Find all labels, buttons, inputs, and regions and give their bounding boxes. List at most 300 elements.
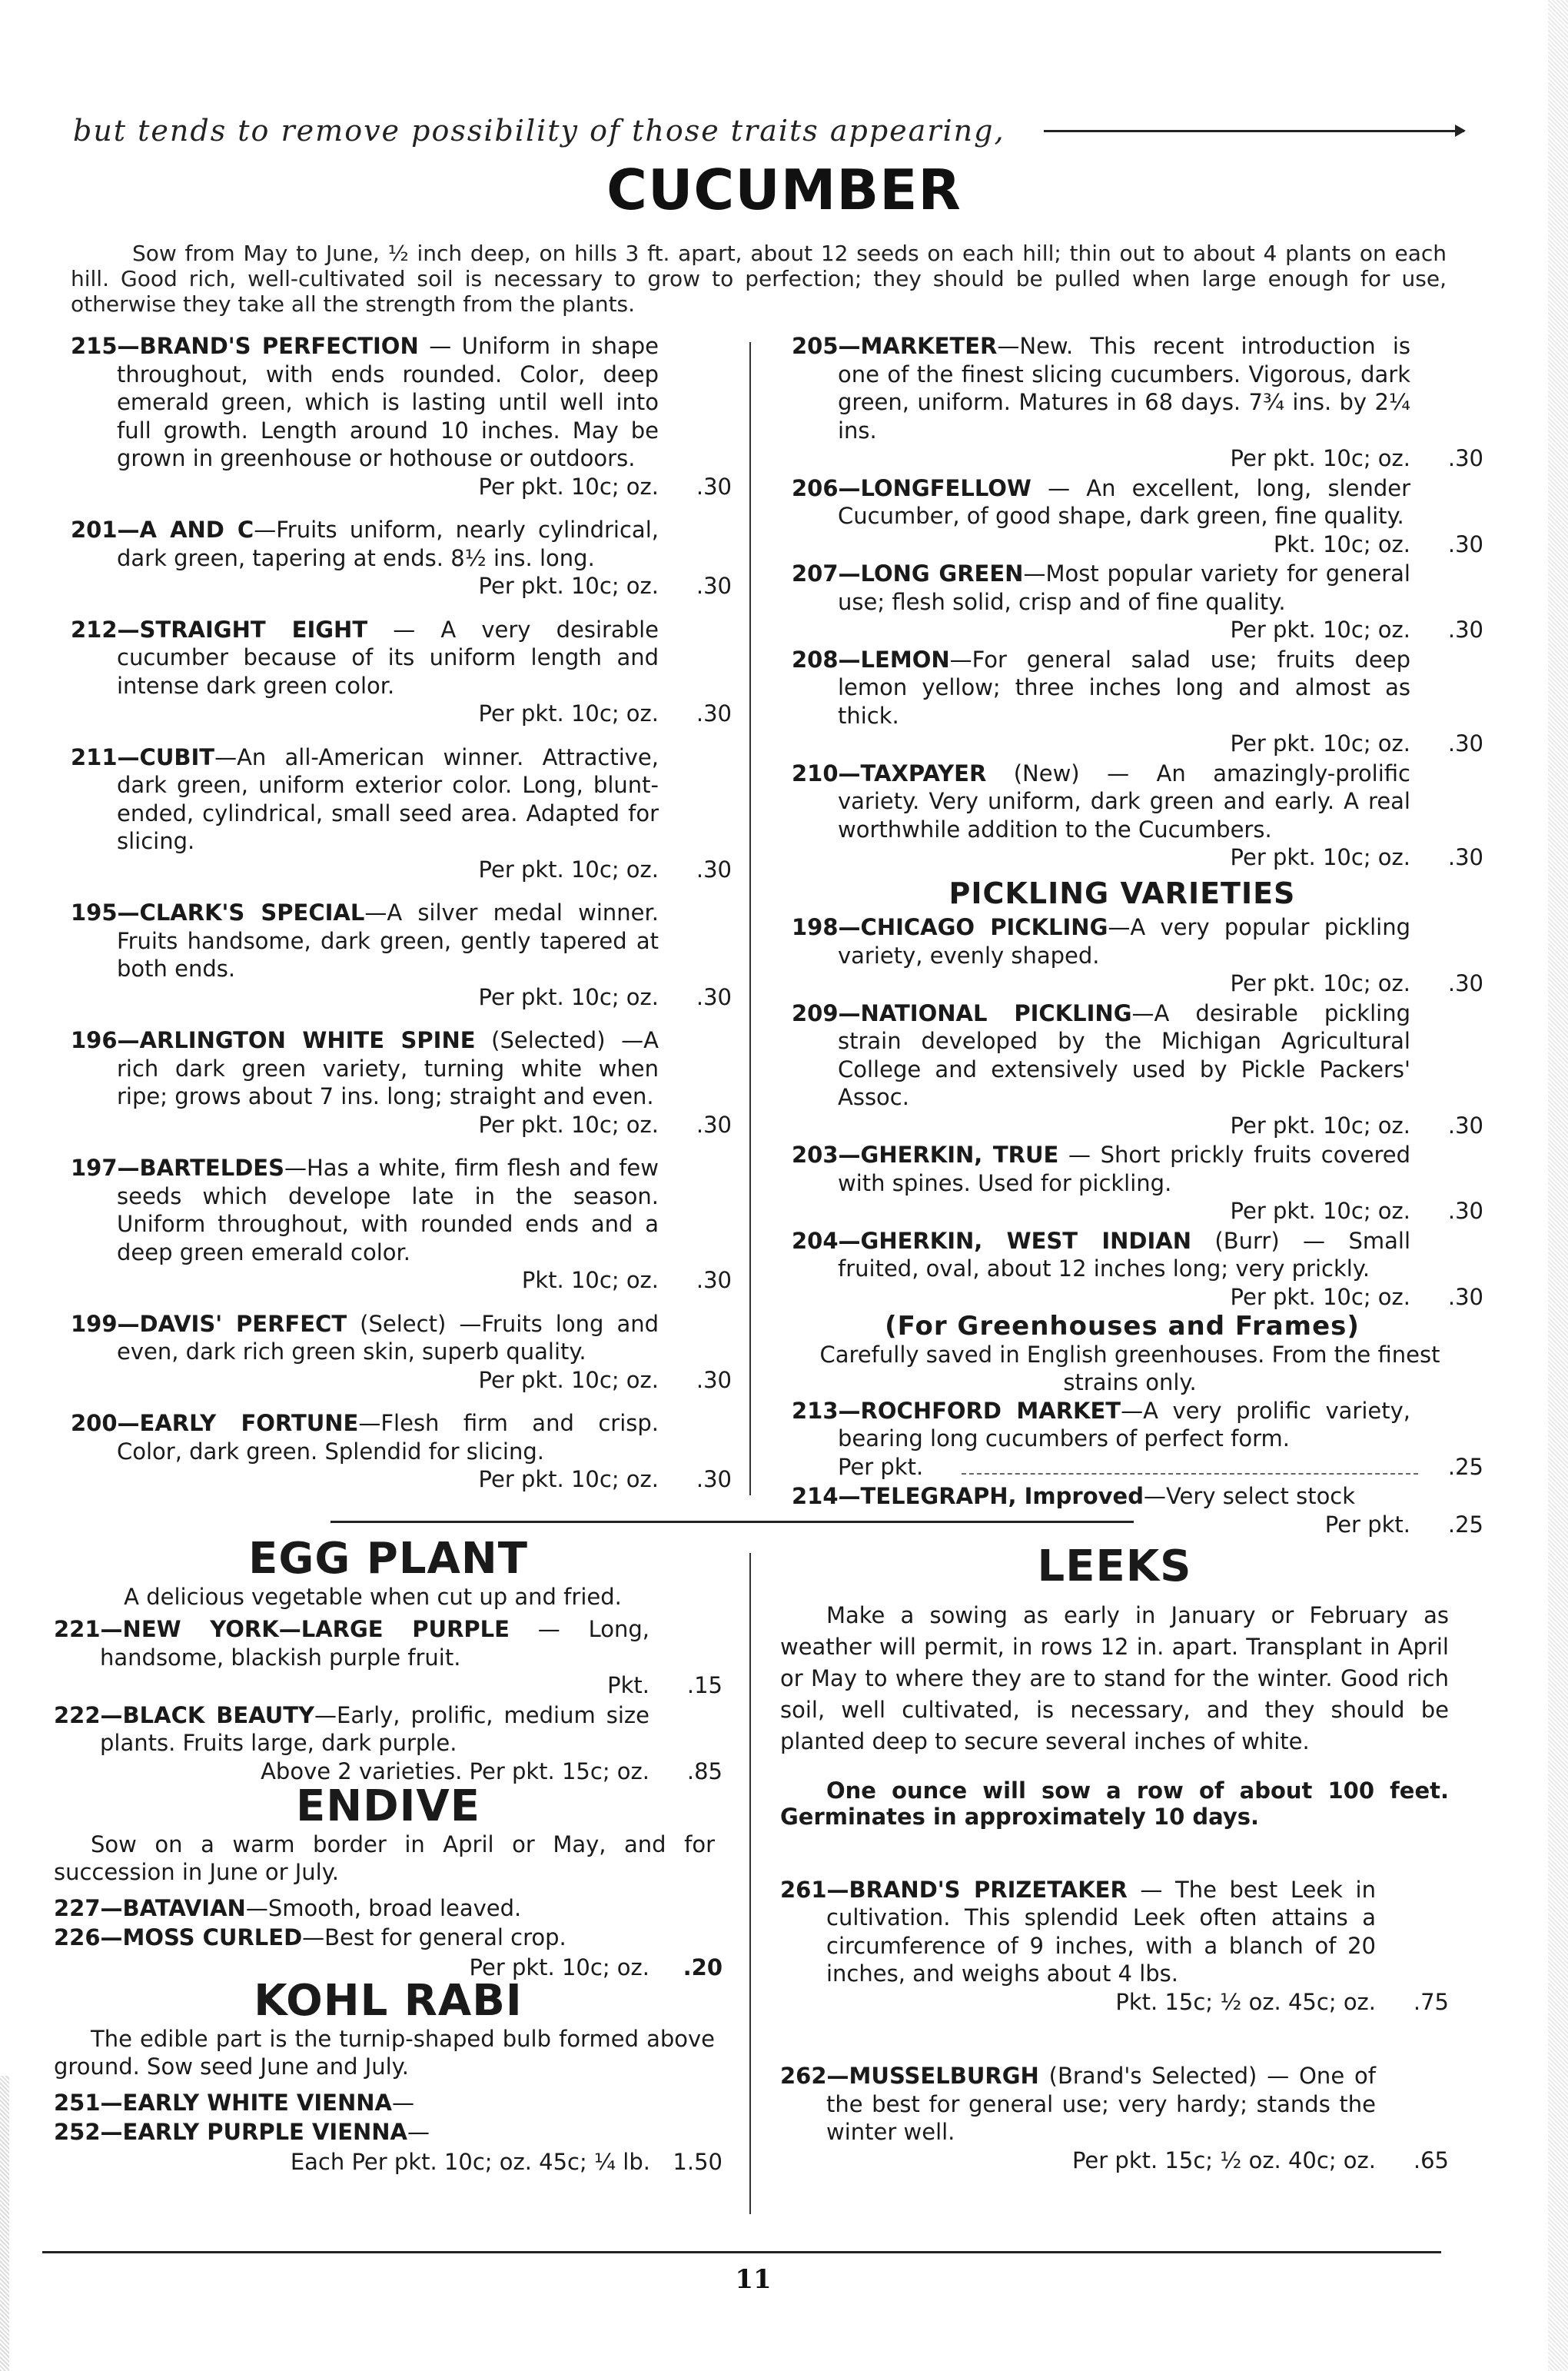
kohl-rabi-list — [54, 2089, 723, 2147]
catalog-entry — [71, 516, 732, 600]
variety-name: LEMON — [860, 646, 950, 673]
catalog-entry — [792, 913, 1483, 998]
variety-name: EARLY PURPLE VIENNA — [122, 2119, 407, 2145]
separator: — — [302, 1924, 325, 1950]
leeks-sowing-note: One ounce will sow a row of about 100 feet. Germinates in approximately 10 days. — [780, 1777, 1449, 1830]
leeks-column — [780, 1541, 1449, 2220]
separator: (New) — — [986, 760, 1157, 786]
em-dash: — — [100, 2119, 123, 2145]
catalog-entry — [54, 1615, 723, 1700]
entry-heading — [792, 646, 1483, 730]
price-amount: .25 — [1447, 1511, 1483, 1538]
separator: — — [214, 743, 238, 770]
lower-left-column — [54, 1534, 723, 2176]
price-amount: .30 — [696, 1366, 732, 1393]
entry-heading — [792, 332, 1483, 444]
variety-name: A AND C — [139, 517, 254, 543]
price-line — [792, 1283, 1483, 1312]
entry-heading — [54, 1701, 723, 1757]
variety-name: LONGFELLOW — [860, 474, 1031, 501]
price-amount: .65 — [1413, 2147, 1449, 2173]
price-amount: .30 — [1447, 530, 1483, 557]
variety-description: An amazingly-prolific variety. Very uniform, dark green and early. A real worthwhile addition to the Cucumbers. — [838, 760, 1410, 843]
item-number: 214 — [792, 1483, 839, 1509]
entry-heading — [71, 743, 732, 856]
footer-rule — [42, 2251, 1441, 2253]
catalog-entry — [792, 332, 1483, 473]
variety-name: MUSSELBURGH — [849, 2063, 1039, 2089]
variety-name: CLARK'S SPECIAL — [139, 900, 365, 926]
separator: — — [1108, 914, 1131, 940]
egg-plant-list — [54, 1615, 723, 1785]
variety-name: BATAVIAN — [122, 1894, 246, 1921]
variety-name: NEW YORK—LARGE PURPLE — [122, 1616, 510, 1642]
catalog-entry — [71, 1409, 732, 1494]
separator: — — [358, 1410, 381, 1436]
catalog-entry — [792, 1482, 1483, 1538]
running-head — [73, 108, 1464, 154]
item-number: 195 — [71, 900, 118, 926]
variety-description: Uniform in shape throughout, with ends rounded. Color, deep emerald green, which is lasting until well into full growth. Length around 10 inches. May be grown in greenhouse or hothouse or outdoors. — [117, 333, 659, 471]
price-amount: .30 — [696, 473, 732, 500]
entry-heading — [71, 332, 732, 473]
catalog-entry — [54, 2089, 723, 2117]
endive-title: ENDIVE — [295, 1781, 481, 1831]
egg-plant-intro: A delicious vegetable when cut up and fried. — [124, 1583, 622, 1610]
price-amount: .30 — [1447, 844, 1483, 870]
item-number: 196 — [71, 1027, 118, 1053]
price-label: Per pkt. — [838, 1453, 924, 1480]
price-label: Per pkt. 10c; oz. — [478, 700, 659, 727]
em-dash: — — [838, 760, 861, 786]
price-label: Per pkt. — [1324, 1511, 1410, 1538]
variety-name: STRAIGHT EIGHT — [139, 616, 368, 643]
entry-heading — [792, 913, 1483, 969]
price-amount: .30 — [1447, 1112, 1483, 1139]
item-number: 212 — [71, 616, 118, 643]
endive-list — [54, 1894, 723, 1952]
price-amount: .30 — [1447, 617, 1483, 643]
price-line — [71, 473, 732, 501]
catalog-entry — [792, 760, 1483, 872]
variety-description: Best for general crop. — [324, 1924, 566, 1950]
pickling-list — [792, 913, 1483, 1311]
variety-name: BRAND'S PRIZETAKER — [849, 1876, 1128, 1903]
price-line — [792, 1197, 1483, 1225]
entry-heading — [71, 1154, 732, 1266]
price-amount: .30 — [696, 1111, 732, 1138]
price-label: Per pkt. 15c; ½ oz. 40c; oz. — [1071, 2147, 1376, 2173]
item-number: 206 — [792, 474, 839, 501]
price-label: Per pkt. 10c; oz. — [478, 983, 659, 1010]
item-number: 252 — [54, 2119, 101, 2145]
variety-description: Flesh firm and crisp. Color, dark green. Splendid for slicing. — [117, 1410, 659, 1465]
em-dash: — — [117, 616, 140, 643]
separator: (Selected) — — [475, 1027, 644, 1053]
em-dash: — — [100, 1616, 123, 1642]
price-label: Pkt. 15c; ½ oz. 45c; oz. — [1115, 1988, 1376, 2015]
em-dash: — — [100, 1924, 123, 1950]
item-number: 210 — [792, 760, 839, 786]
kohl-rabi-price-label: Each Per pkt. 10c; oz. 45c; ¼ lb. — [290, 2148, 650, 2175]
separator: — — [1131, 999, 1154, 1026]
page-edge-texture — [1548, 0, 1568, 2371]
variety-description: Most popular variety for general use; flesh solid, crisp and of fine quality. — [838, 560, 1410, 615]
catalog-entry — [54, 2118, 723, 2147]
separator: (Burr) — — [1191, 1227, 1349, 1254]
catalog-entry — [71, 1154, 732, 1295]
entry-heading — [780, 2062, 1449, 2147]
price-line — [792, 1511, 1483, 1539]
price-line — [71, 1266, 732, 1295]
variety-name: LONG GREEN — [860, 560, 1024, 587]
running-head-text: but tends to remove possibility of those traits appearing, — [73, 114, 1005, 148]
price-line — [780, 2147, 1449, 2175]
cucumber-right-column — [792, 332, 1483, 1540]
em-dash: — — [826, 2063, 849, 2089]
price-amount: .25 — [1447, 1453, 1483, 1480]
em-dash: — — [100, 1701, 123, 1728]
kohl-rabi-title: KOHL RABI — [254, 1976, 523, 2026]
em-dash: — — [838, 1397, 861, 1424]
egg-plant-title: EGG PLANT — [248, 1534, 528, 1584]
price-label: Per pkt. 10c; oz. — [1230, 1283, 1410, 1310]
arrow-right-icon — [1044, 130, 1464, 132]
separator: — — [1127, 1876, 1175, 1903]
endive-price: .20 — [683, 1954, 723, 1980]
variety-description: A very desirable cucumber because of its uniform length and intense dark green color. — [117, 616, 659, 699]
entry-heading — [792, 1482, 1483, 1511]
entry-heading — [792, 999, 1483, 1112]
price-amount: .30 — [696, 573, 732, 599]
price-line — [71, 1111, 732, 1139]
catalog-entry — [780, 1876, 1449, 2017]
catalog-entry — [792, 646, 1483, 758]
em-dash: — — [826, 1876, 849, 1903]
item-number: 201 — [71, 517, 118, 543]
variety-description: Smooth, broad leaved. — [267, 1894, 522, 1921]
entry-heading — [71, 616, 732, 700]
variety-name: BARTELDES — [139, 1155, 284, 1181]
price-line — [792, 616, 1483, 644]
separator: — — [245, 1894, 268, 1921]
item-number: 251 — [54, 2089, 101, 2116]
price-line — [71, 1465, 732, 1494]
variety-name: NATIONAL PICKLING — [860, 999, 1132, 1026]
separator: — — [254, 517, 277, 543]
price-label: Per pkt. 10c; oz. — [1230, 730, 1410, 757]
separator: — — [314, 1701, 337, 1728]
variety-description: An excellent, long, slender Cucumber, of good shape, dark green, fine quality. — [838, 474, 1411, 529]
entry-heading — [792, 1141, 1483, 1197]
em-dash: — — [117, 1410, 140, 1436]
page-number: 11 — [735, 2264, 772, 2295]
catalog-entry — [792, 560, 1483, 644]
em-dash: — — [838, 999, 861, 1026]
price-label: Per pkt. 10c; oz. — [1230, 844, 1410, 870]
em-dash: — — [117, 1027, 140, 1053]
variety-name: EARLY WHITE VIENNA — [122, 2089, 392, 2116]
separator: — — [364, 900, 387, 926]
price-amount: .30 — [696, 1466, 732, 1492]
variety-description: New. This recent introduction is one of the finest slicing cucumbers. Vigorous, dark green, uniform. Matures in 68 days. 7¾ ins. by 2¼ ins. — [838, 333, 1410, 444]
price-label: Per pkt. 10c; oz. — [1230, 970, 1410, 996]
entry-heading — [792, 474, 1483, 530]
price-line — [792, 530, 1483, 559]
entry-heading — [792, 1227, 1483, 1283]
price-amount: .30 — [1447, 445, 1483, 471]
entry-heading — [71, 1026, 732, 1111]
page-edge-texture-left — [0, 2076, 9, 2371]
price-line — [792, 843, 1483, 872]
price-line — [71, 572, 732, 600]
kohl-rabi-intro: The edible part is the turnip-shaped bulb formed above ground. Sow seed June and July. — [54, 2025, 715, 2080]
variety-name: GHERKIN, WEST INDIAN — [860, 1227, 1191, 1254]
variety-name: ARLINGTON WHITE SPINE — [139, 1027, 476, 1053]
price-line — [780, 1988, 1449, 2017]
item-number: 226 — [54, 1924, 101, 1950]
em-dash: — — [117, 517, 140, 543]
variety-name: CHICAGO PICKLING — [860, 914, 1108, 940]
price-amount: .15 — [686, 1672, 723, 1698]
item-number: 211 — [71, 743, 118, 770]
price-label: Per pkt. 10c; oz. — [1230, 445, 1410, 471]
price-label: Per pkt. 10c; oz. — [478, 473, 659, 500]
separator: — — [407, 2119, 430, 2145]
catalog-entry — [71, 1026, 732, 1139]
variety-description: A very popular pickling variety, evenly shaped. — [838, 914, 1410, 969]
variety-description: For general salad use; fruits deep lemon yellow; three inches long and almost as thick. — [838, 646, 1410, 729]
variety-name: BRAND'S PERFECTION — [139, 333, 419, 359]
separator: — — [997, 333, 1020, 359]
separator: (Select) — — [347, 1310, 482, 1337]
section-separator — [331, 1521, 1134, 1523]
em-dash: — — [100, 1894, 123, 1921]
item-number: 261 — [780, 1876, 827, 1903]
separator: — — [1023, 560, 1046, 587]
price-line — [792, 969, 1483, 998]
item-number: 205 — [792, 333, 839, 359]
item-number: 213 — [792, 1397, 839, 1424]
entry-heading — [71, 899, 732, 983]
price-label: Per pkt. 10c; oz. — [478, 1466, 659, 1492]
item-number: 221 — [54, 1616, 101, 1642]
item-number: 209 — [792, 999, 839, 1026]
em-dash: — — [117, 900, 140, 926]
greenhouse-list — [792, 1397, 1483, 1539]
entry-heading — [792, 560, 1483, 616]
price-label: Pkt. 10c; oz. — [1273, 530, 1410, 557]
price-label: Pkt. — [607, 1672, 649, 1698]
price-amount: .85 — [686, 1757, 723, 1784]
catalog-entry — [54, 1701, 723, 1786]
cucumber-intro: Sow from May to June, ½ inch deep, on hills 3 ft. apart, about 12 seeds on each hill; thin out to about 4 plants on each hill. Good rich, well-cultivated soil is necessary to grow to perfection; they should be pulled when large enough for use, otherwise they take all the strength from the plants. — [71, 241, 1447, 317]
endive-intro: Sow on a warm border in April or May, and for succession in June or July. — [54, 1831, 715, 1885]
item-number: 227 — [54, 1894, 101, 1921]
variety-description: A rich dark green variety, turning white when ripe; grows about 7 ins. long; straight and even. — [117, 1027, 659, 1109]
em-dash: — — [838, 914, 861, 940]
variety-description: Very select stock — [1165, 1483, 1356, 1509]
em-dash: — — [838, 646, 861, 673]
endive-price-label: Per pkt. 10c; oz. — [469, 1954, 649, 1980]
separator: — — [1121, 1397, 1144, 1424]
entry-heading — [780, 1876, 1449, 1988]
entry-heading — [54, 1924, 723, 1952]
item-number: 198 — [792, 914, 839, 940]
separator: — — [509, 1616, 589, 1642]
variety-name: MARKETER — [860, 333, 998, 359]
greenhouse-note: Carefully saved in English greenhouses. From the finest strains only. — [819, 1341, 1440, 1395]
em-dash: — — [838, 333, 861, 359]
variety-description: A desirable pickling strain developed by the Michigan Agricultural College and extensively used by Pickle Packers' Assoc. — [838, 999, 1410, 1110]
cucumber-left-column — [71, 332, 732, 1509]
entry-heading — [54, 1615, 723, 1671]
catalog-entry — [71, 616, 732, 728]
variety-name: CUBIT — [139, 743, 215, 770]
entry-heading — [71, 1409, 732, 1465]
separator: — — [391, 2089, 414, 2116]
variety-description: An all-American winner. Attractive, dark green, uniform exterior color. Long, blunt-ended, cylindrical, small seed area. Adapted for slicing. — [117, 743, 659, 854]
price-amount: .30 — [696, 983, 732, 1010]
em-dash: — — [838, 1142, 861, 1168]
price-label: Per pkt. 10c; oz. — [1230, 1112, 1410, 1139]
variety-name: DAVIS' PERFECT — [139, 1310, 347, 1337]
variety-name: EARLY FORTUNE — [139, 1410, 359, 1436]
leeks-title: LEEKS — [1037, 1541, 1192, 1591]
price-amount: .30 — [1447, 1283, 1483, 1310]
variety-name: GHERKIN, TRUE — [860, 1142, 1059, 1168]
item-number: 215 — [71, 333, 118, 359]
em-dash: — — [117, 1310, 140, 1337]
em-dash: — — [838, 1483, 861, 1509]
price-line — [71, 1366, 732, 1395]
separator: — — [1031, 474, 1087, 501]
separator: — — [284, 1155, 307, 1181]
item-number: 203 — [792, 1142, 839, 1168]
price-amount: .30 — [1447, 970, 1483, 996]
em-dash: — — [100, 2089, 123, 2116]
price-line — [54, 1671, 723, 1700]
variety-description: One of the best for general use; very hardy; stands the winter well. — [826, 2063, 1376, 2145]
kohl-rabi-price: 1.50 — [673, 2148, 723, 2175]
em-dash: — — [117, 743, 140, 770]
variety-description: Long, handsome, blackish purple fruit. — [100, 1616, 649, 1671]
price-amount: .75 — [1413, 1988, 1449, 2015]
entry-heading — [54, 2089, 723, 2117]
variety-description: Has a white, firm flesh and few seeds which develope late in the season. Uniform throughout, with rounded ends and a deep green emerald color. — [117, 1155, 659, 1265]
entry-heading — [71, 1310, 732, 1366]
catalog-entry — [71, 743, 732, 884]
item-number: 204 — [792, 1227, 839, 1254]
entry-heading — [792, 760, 1483, 844]
price-line — [71, 700, 732, 728]
pickling-varieties-heading: PICKLING VARIETIES — [948, 876, 1296, 910]
leeks-intro: Make a sowing as early in January or February as weather will permit, in rows 12 in. apart. Transplant in April or May to where they are to stand for the winter. Good rich soil, well cultivated, is necessary, and they should be planted deep to secure several inches of white. — [780, 1601, 1449, 1754]
catalog-entry — [792, 1227, 1483, 1312]
separator: — — [1058, 1142, 1101, 1168]
variety-description: Early, prolific, medium size plants. Fruits large, dark purple. — [100, 1701, 649, 1756]
cucumber-slicing-list — [792, 332, 1483, 872]
price-amount: .30 — [1447, 730, 1483, 757]
em-dash: — — [117, 1155, 140, 1181]
separator: — — [418, 333, 462, 359]
price-amount: .30 — [696, 1267, 732, 1293]
catalog-entry — [54, 1894, 723, 1923]
item-number: 200 — [71, 1410, 118, 1436]
catalog-entry — [780, 2062, 1449, 2174]
entry-heading — [54, 2118, 723, 2147]
em-dash: — — [117, 333, 140, 359]
item-number: 208 — [792, 646, 839, 673]
em-dash: — — [838, 474, 861, 501]
variety-description: A silver medal winner. Fruits handsome, dark green, gently tapered at both ends. — [117, 900, 659, 982]
variety-description: Fruits long and even, dark rich green skin, superb quality. — [117, 1310, 659, 1365]
leeks-list — [780, 1876, 1449, 2175]
em-dash: — — [838, 1227, 861, 1254]
variety-description: Small fruited, oval, about 12 inches long; very prickly. — [838, 1227, 1410, 1282]
column-divider-lower — [749, 1553, 751, 2214]
price-label: Per pkt. 10c; oz. — [1230, 617, 1410, 643]
greenhouse-heading: (For Greenhouses and Frames) — [885, 1311, 1360, 1342]
variety-name: MOSS CURLED — [122, 1924, 303, 1950]
price-label: Per pkt. 10c; oz. — [1230, 1198, 1410, 1224]
catalog-entry — [792, 1141, 1483, 1225]
variety-description: The best Leek in cultivation. This splendid Leek often attains a circumference of 9 inches, with a blanch of 20 inches, and weighs about 4 lbs. — [826, 1876, 1376, 1987]
separator: — — [367, 616, 441, 643]
price-line — [792, 1112, 1483, 1140]
item-number: 199 — [71, 1310, 118, 1337]
variety-description: Fruits uniform, nearly cylindrical, dark green, tapering at ends. 8½ ins. long. — [117, 517, 659, 571]
dotted-leader — [962, 1473, 1418, 1475]
catalog-entry — [71, 899, 732, 1011]
variety-name: BLACK BEAUTY — [122, 1701, 315, 1728]
variety-description: A very prolific variety, bearing long cucumbers of perfect form. — [838, 1397, 1410, 1452]
price-label: Per pkt. 10c; oz. — [478, 1111, 659, 1138]
entry-heading — [792, 1397, 1483, 1453]
entry-heading — [71, 516, 732, 572]
item-number: 262 — [780, 2063, 827, 2089]
price-line — [792, 730, 1483, 758]
price-line — [792, 444, 1483, 473]
price-amount: .30 — [1447, 1198, 1483, 1224]
variety-name: TELEGRAPH, Improved — [860, 1483, 1144, 1509]
kohl-rabi-price-line — [54, 2148, 723, 2176]
catalog-entry — [71, 1310, 732, 1395]
variety-description: Short prickly fruits covered with spines. Used for pickling. — [838, 1142, 1410, 1196]
variety-name: ROCHFORD MARKET — [860, 1397, 1121, 1424]
separator: (Brand's Selected) — — [1038, 2063, 1300, 2089]
catalog-entry — [792, 474, 1483, 559]
price-label: Per pkt. 10c; oz. — [478, 856, 659, 883]
price-label: Per pkt. 10c; oz. — [478, 573, 659, 599]
catalog-entry — [71, 332, 732, 500]
item-number: 222 — [54, 1701, 101, 1728]
price-amount: .30 — [696, 700, 732, 727]
variety-name: TAXPAYER — [860, 760, 987, 786]
separator: — — [1143, 1483, 1166, 1509]
item-number: 197 — [71, 1155, 118, 1181]
price-amount: .30 — [696, 856, 732, 883]
price-line — [71, 983, 732, 1012]
catalog-entry — [54, 1924, 723, 1952]
column-divider — [749, 342, 751, 1495]
entry-heading — [54, 1894, 723, 1923]
price-label: Pkt. 10c; oz. — [521, 1267, 659, 1293]
price-label: Above 2 varieties. Per pkt. 15c; oz. — [261, 1757, 649, 1784]
item-number: 207 — [792, 560, 839, 587]
catalog-entry — [792, 1397, 1483, 1481]
cucumber-title: CUCUMBER — [606, 158, 962, 222]
